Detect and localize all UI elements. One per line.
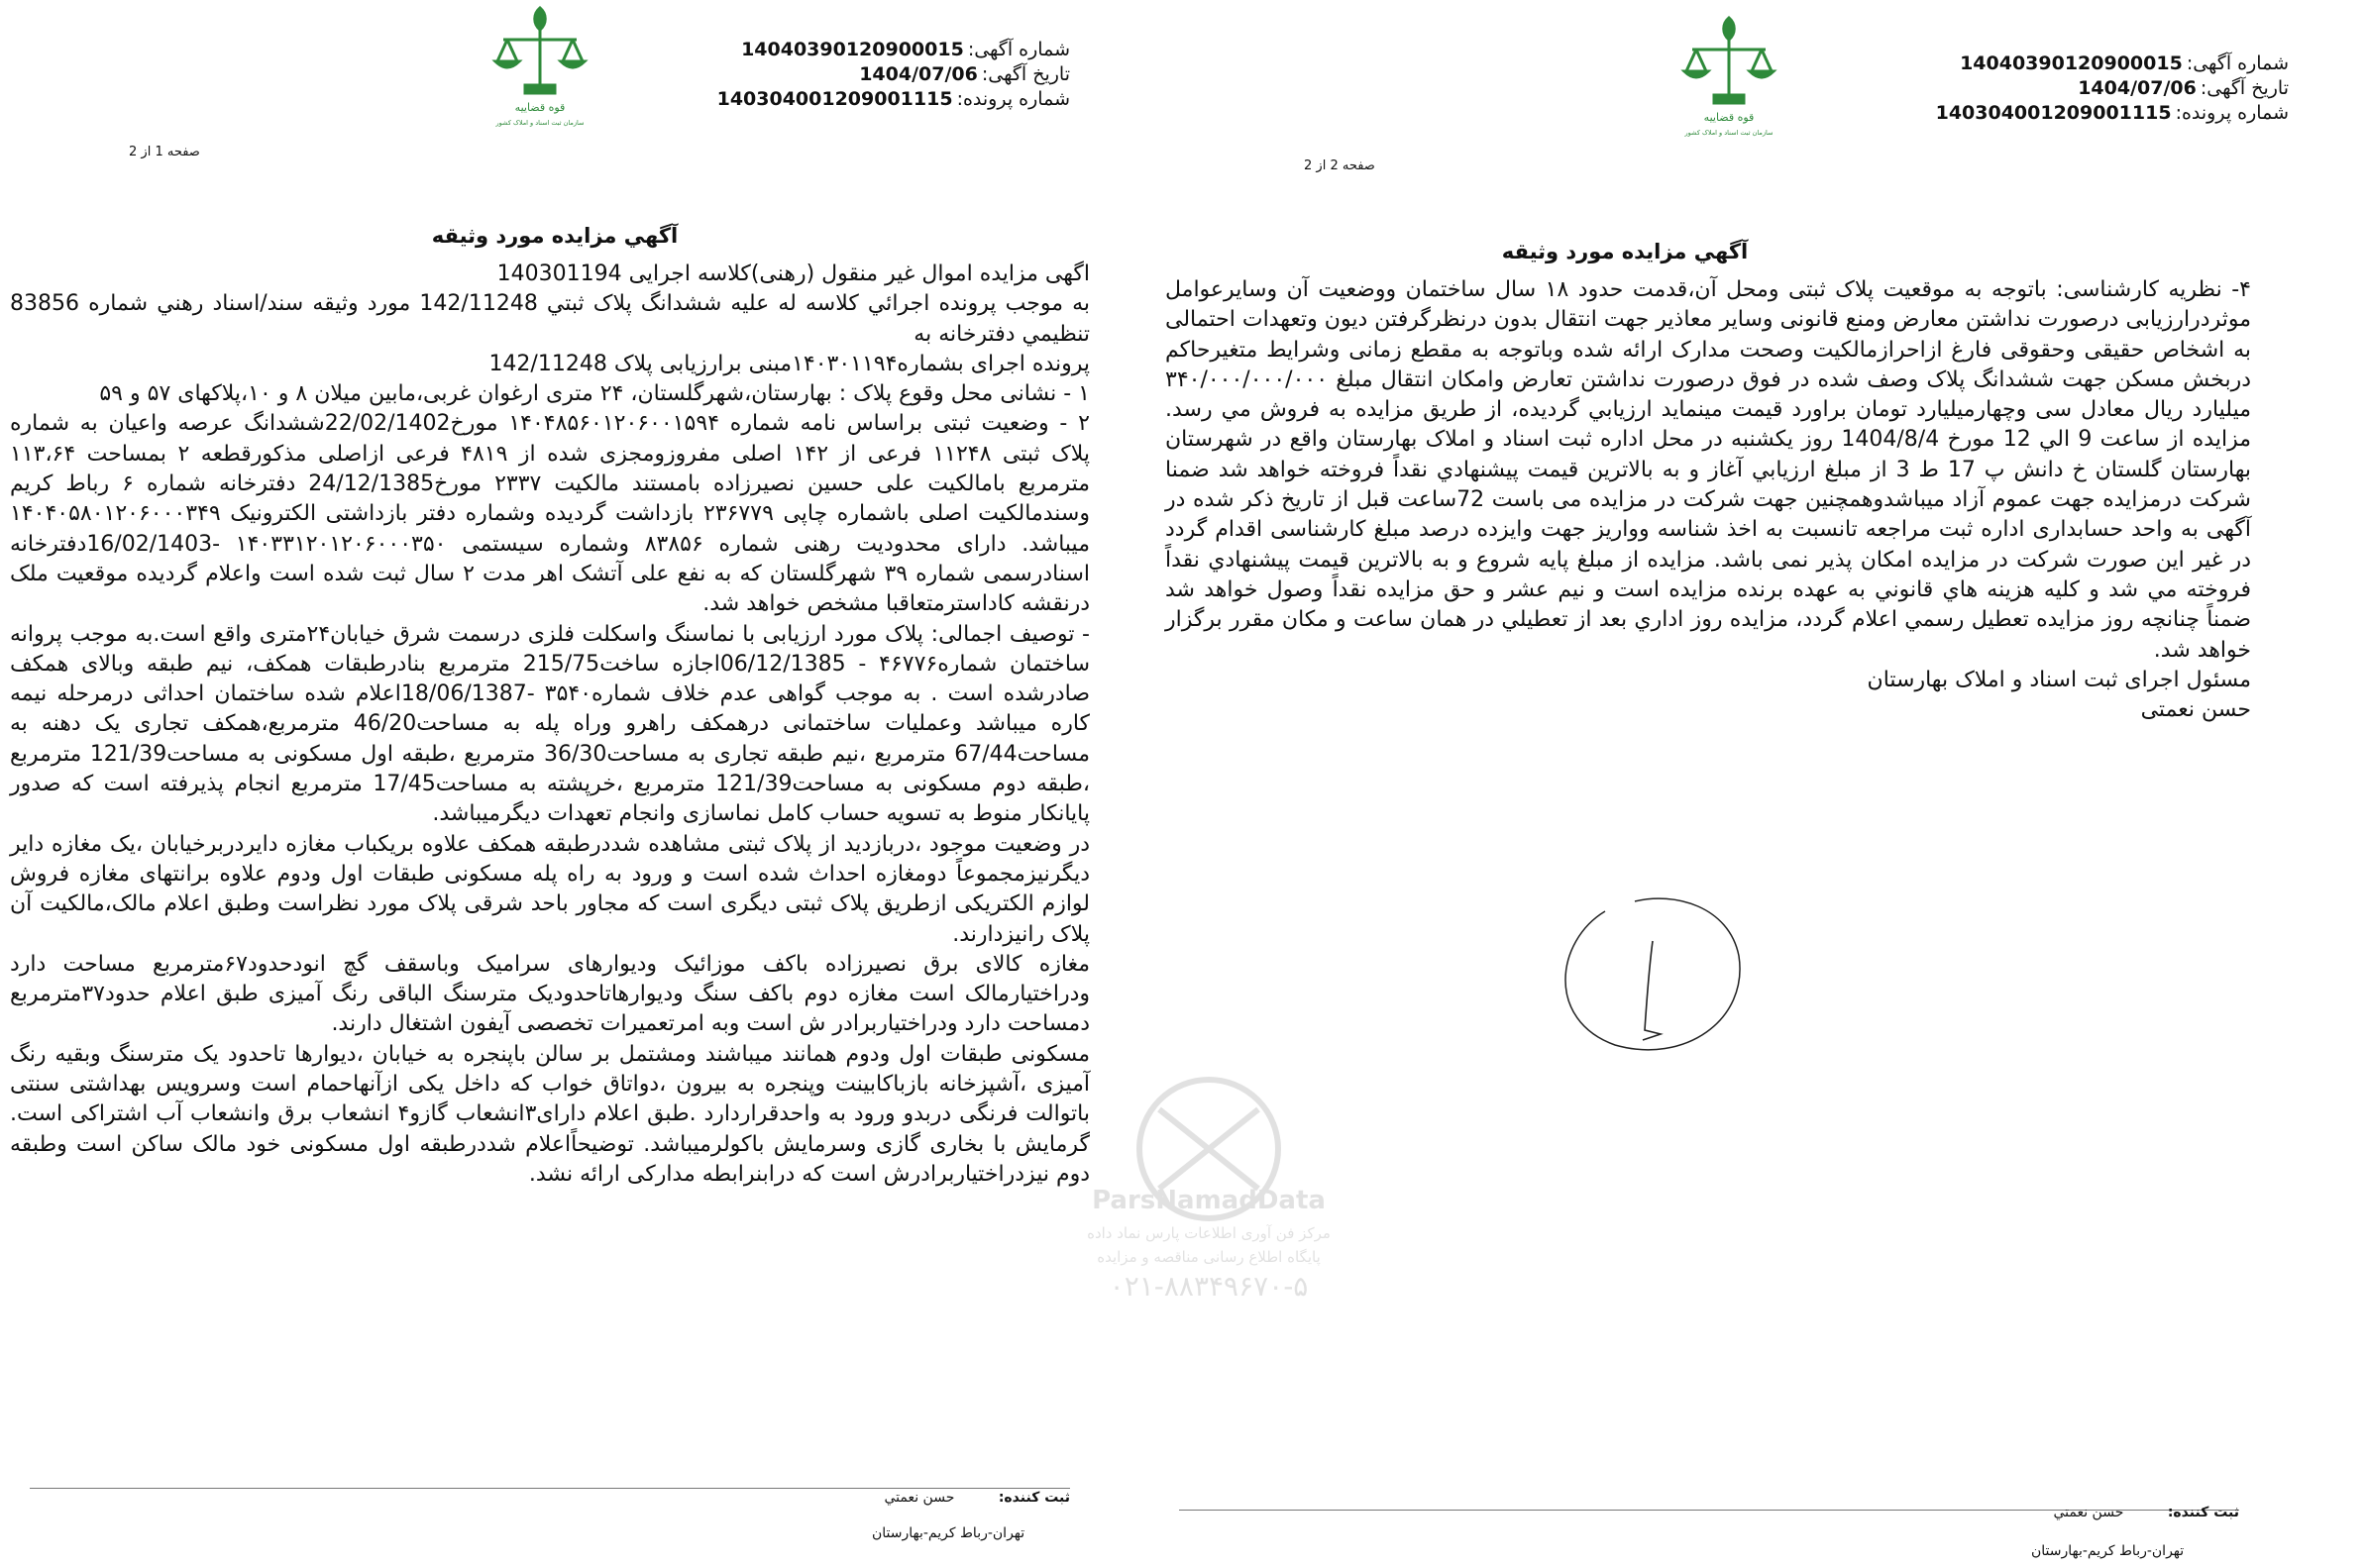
watermark-brand: ParsNamadData — [1092, 1186, 1326, 1215]
official-title: مسئول اجرای ثبت اسناد و املاک بهارستان — [1867, 667, 2251, 692]
watermark-line1: مرکز فن آوری اطلاعات پارس نماد داده — [1087, 1224, 1331, 1242]
emblem-label: قوه قضاییه — [514, 101, 566, 114]
official-name: حسن نعمتی — [2140, 697, 2251, 723]
notice-number-row: شماره آگهی:14040390120900015 — [741, 39, 1070, 60]
watermark-phone: ۰۲۱-۸۸۳۴۹۶۷۰-۵ — [1109, 1270, 1309, 1303]
paragraph: به موجب پرونده اجرائي کلاسه له علیه ششدانگ پلاک ثبتي 142/11248 مورد وثيقه سند/اسناد رهني شماره 83856 تنظيمي دفترخانه به — [10, 291, 1090, 347]
page-1 — [0, 0, 1124, 1568]
judiciary-emblem-icon — [485, 0, 594, 129]
notice-date-row: تاریخ آگهی:1404/07/06 — [2078, 77, 2289, 99]
paragraph: اگهی مزایده اموال غیر منقول (رهنی)کلاسه اجرایی 140301194 — [496, 261, 1090, 286]
footer-address: تهران-رباط کريم-بهارستان — [872, 1525, 1025, 1541]
emblem-label: قوه قضاییه — [1703, 111, 1755, 124]
page-number: صفحه 1 از 2 — [129, 145, 200, 159]
footer-registrar: ثبت کننده: حسن نعمتي — [2053, 1505, 2239, 1520]
paragraph: ۲ - وضعیت ثبتی براساس نامه شماره ۱۴۰۴۸۵۶۰۱۲۰۶۰۰۱۵۹۴ مورخ22/02/1402ششدانگ عرصه واعیان به شماره پلاک ثبتی ۱۱۲۴۸ فرعی از ۱۴۲ اصلی مفروزومجزی شده از ۴۸۱۹ فرعی ازاصلی مذکورقطعه ۲ بمساحت ۱۱۳،۶۴ مترمربع بامالکیت علی حسین نصیرزاده بامستند مالکیت ۲۳۳۷ مورخ24/12/1385 دفترخانه شماره ۶ رباط کریم وسندمالکیت اصلی باشماره چاپی ۲۳۶۷۷۹ بازداشت گردیده وشماره دفتر بازداشتی الکترونیک ۱۴۰۴۰۵۸۰۱۲۰۶۰۰۰۳۴۹ میباشد. دارای محدودیت رهنی شماره ۸۳۸۵۶ وشماره سیستمی ۱۴۰۳۳۱۲۰۱۲۰۶۰۰۰۳۵۰ -16/02/1403دفترخانه اسنادرسمی شماره ۳۹ شهرگلستان که به نفع علی آتشک اهر مدت ۲ سال ثبت شده است واعلام گردیده موقعیت ملک درنقشه کاداسترمتعاقبا مشخص خواهد شد. — [10, 411, 1091, 617]
paragraph: در وضعیت موجود ،دربازدید از پلاک ثبتی مشاهده شددرطبقه همکف علاوه بریکباب مغازه دایردربرخیابان ،یک مغازه دایر دیگرنیزمجموعاً دومغازه احداث شده است و ورود به راه پله مسکونی طبقات اول ودوم علاوه برانتهای مغازه فروش لوازم الکتریکی ازطریق پلاک ثبتی دیگری است که مجاور باحد شرقی پلاک مورد نظراست وطبق اعلام مالک،مالکیت آن پلاک رانیزدارند. — [10, 831, 1090, 947]
paragraph: ۴- نظریه کارشناسی: باتوجه به موقعیت پلاک ثبتی ومحل آن،قدمت حدود ۱۸ سال ساختمان ووضعیت آن وسایرعوامل موثردرارزیابی درصورت نداشتن معارض ومنع قانونی وسایر معاذیر جهت انتقال بدون درنظرگرفتن دیون وتعهدات احتمالی به اشخاص حقیقی وحقوقی فارغ ازاحرازمالکیت وصحت مدارک ارائه شده وباتوجه به مقطع زمانی وشرایط متغیرحاکم دربخش مسکن جهت ششدانگ پلاک وصف شده در فوق درصورت نداشتن تعارض وامکان انتقال مبلغ ۳۴۰/۰۰۰/۰۰۰/۰۰۰ میلیارد ریال معادل سی وچهارمیلیارد تومان براورد قیمت مینماید ارزيابي گرديده، از طريق مزايده به فروش مي رسد. مزايده از ساعت 9 الي 12 مورخ 1404/8/4 روز يکشنبه در محل اداره ثبت اسناد و املاک بهارستان واقع در شهرستان بهارستان گلستان خ دانش پ 17 ط 3 از مبلغ ارزيابي آغاز و به بالاترين قيمت پيشنهادي نقداً فروخته خواهد شد ضمنا شرکت درمزایده جهت عموم آزاد میباشدوهمچنین جهت شرکت در مزایده می باست 72ساعت قبل از تاریخ ذکر شده در آگهی به واحد حسابداری اداره ثبت مراجعه تانسبت به اخذ شناسه وواریز جهت وایزده درصد مبلغ کارشناسی اقدام گردد در غیر این صورت شرکت در مزایده امکان پذیر نمی باشد. مزايده از مبلغ پايه شروع و به بالاترين قيمت پيشنهادي نقداً فروخته مي شد و کليه هزينه هاي قانوني به عهده برنده مزايده است و نيم عشر و حق مزايده نقداً وصول خواهد شد ضمناً چنانچه روز مزايده تعطيل رسمي اعلام گردد، مزايده روز اداري بعد از تعطيلي در همان ساعت و مکان مقرر برگزار خواهد شد. — [1165, 277, 2251, 663]
paragraph: ۱ - نشانی محل وقوع پلاک : بهارستان،شهرگلستان، ۲۴ متری ارغوان غربی،مابین میلان ۸ و ۱۰،پلاکهای ۵۷ و ۵۹ — [99, 381, 1090, 407]
emblem-org: سازمان ثبت اسناد و املاک کشور — [1684, 129, 1774, 137]
notice-body — [10, 260, 1090, 1190]
case-number-row: شماره پرونده:140304001209001115 — [716, 88, 1070, 110]
paragraph: پرونده اجرای بشماره۱۴۰۳۰۱۱۹۴مبنی برارزیابی پلاک 142/11248 — [488, 351, 1090, 376]
footer-registrar: ثبت کننده: حسن نعمتي — [884, 1490, 1070, 1506]
paragraph: مغازه کالای برق نصیرزاده باکف موزائیک ودیوارهای سرامیک وباسقف گچ انودحدود۶۷مترمربع مساحت دارد ودراختیارمالک است مغازه دوم باکف سنگ ودیوارهاتاحدودیک مترسنگ الباقی رنگ آمیزی طبق اعلام حدود۳۷مترمربع دمساحت دارد ودراختیاربرادر ش است وبه امرتعمیرات تخصصی آیفون اشتغال دارند. — [10, 951, 1090, 1037]
page-number: صفحه 2 از 2 — [1304, 158, 1375, 173]
notice-meta — [713, 38, 1070, 112]
footer-address: تهران-رباط کريم-بهارستان — [2031, 1543, 2185, 1559]
notice-date-row: تاریخ آگهی:1404/07/06 — [859, 63, 1070, 85]
notice-meta — [1892, 52, 2289, 126]
paragraph: - توصیف اجمالی: پلاک مورد ارزیابی با نماسنگ واسکلت فلزی درسمت شرق خیابان۲۴متری واقع است.به موجب پروانه ساختمان شماره۴۶۷۷۶ - 06/12/1385اجازه ساخت215/75 مترمربع بنادرطبقات همکف، نیم طبقه وبالای همکف صادرشده است . به موجب گواهی عدم خلاف شماره۳۵۴۰ -18/06/1387اعلام شده ساختمان احداثی درمرحله نیمه کاره میباشد وعملیات ساختمانی درهمکف راهرو وراه پله به مساحت46/20 مترمربع،همکف تجاری یک دهنه به مساحت67/44 مترمربع ،نیم طبقه تجاری به مساحت36/30 مترمربع ،طبقه اول مسکونی به مساحت121/39 مترمربع ،طبقه دوم مسکونی به مساحت121/39 مترمربع ،خرپشته به مساحت17/45 مترمربع انجام پذیرفته است که صدور پایانکار منوط به تسویه حساب کامل نماسازی وانجام تعهدات دیگرمیباشد. — [10, 621, 1090, 827]
paragraph: مسکونی طبقات اول ودوم همانند میباشند ومشتمل بر سالن باپنجره به خیابان ،دیوارها تاحدود یک مترسنگ وبقیه رنگ آمیزی ،آشپزخانه بازباکابینت وپنجره به بیرون ،دواتاق خواب که داخل یکی ازآنهاحمام است وسرویس بهداشتی سنتی باتوالت فرنگی دربدو ورود به واحدقراردارد .طبق اعلام دارای۳انشعاب گازو۴ انشعاب برق وانشعاب آب اشتراکی است. گرمایش با بخاری گازی وسرمایش باکولرمیباشد. توضیحاًاعلام شددرطبقه اول مسکونی خود مالک ساکن است وطبقه دوم نیزدراختیاربرادرش است که درابنرابطه مدارکی ارائه نشد. — [10, 1041, 1091, 1187]
notice-body — [1165, 275, 2251, 725]
judiciary-emblem-icon — [1674, 10, 1783, 139]
case-number-row: شماره پرونده:140304001209001115 — [1935, 102, 2289, 124]
watermark-line2: پایگاه اطلاع رسانی مناقصه و مزایده — [1097, 1248, 1321, 1266]
signature-icon — [1536, 872, 1774, 1070]
emblem-org: سازمان ثبت اسناد و املاک کشور — [495, 119, 585, 127]
page-title: آگهي مزايده مورد وثيقه — [1501, 240, 1749, 263]
notice-number-row: شماره آگهی:14040390120900015 — [1960, 52, 2289, 74]
page-title: آگهي مزايده مورد وثيقه — [431, 224, 679, 248]
